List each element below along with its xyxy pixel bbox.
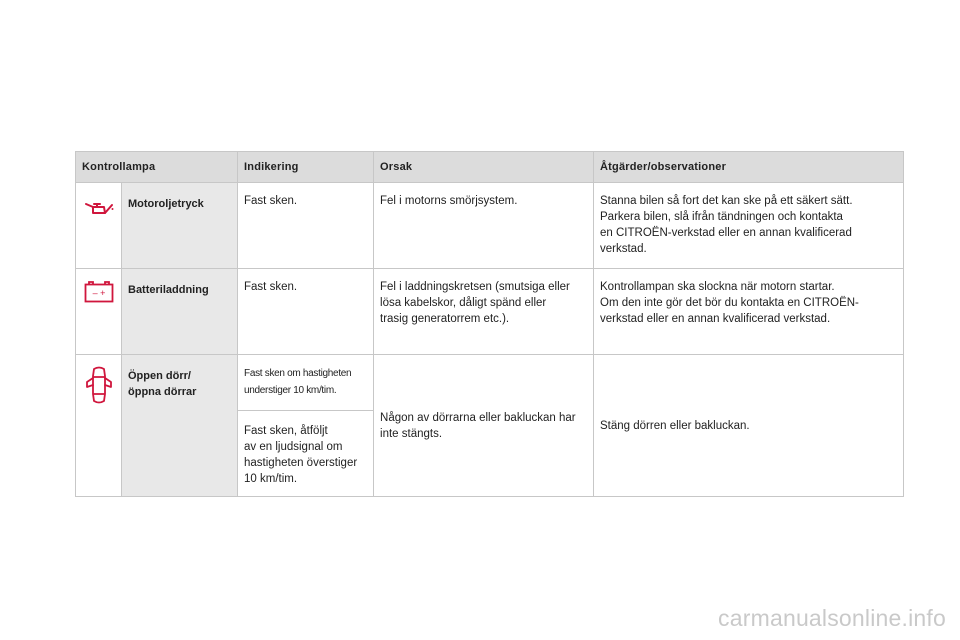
action-text: Stanna bilen så fort det kan ske på ett säkert sätt. Parkera bilen, slå ifrån tändningen och kontakta en CITROËN-verkstad eller en annan kvalificerad verkstad.	[594, 183, 904, 269]
icon-cell	[76, 269, 122, 355]
indication-text: Fast sken.	[238, 269, 374, 355]
indication-text: Fast sken.	[238, 183, 374, 269]
icon-cell	[76, 183, 122, 269]
table-row	[76, 355, 904, 411]
header-lamp: Kontrollampa	[76, 152, 238, 183]
cause-text: Någon av dörrarna eller bakluckan har inte stängts.	[374, 355, 594, 497]
action-text: Stäng dörren eller bakluckan.	[594, 355, 904, 497]
cause-text: Fel i motorns smörjsystem.	[374, 183, 594, 269]
cause-text: Fel i laddningskretsen (smutsiga eller lösa kabelskor, dåligt spänd eller trasig generatorrem etc.).	[374, 269, 594, 355]
open-door-icon	[85, 365, 113, 405]
battery-symbols: – +	[92, 288, 105, 298]
header-indication: Indikering	[238, 152, 374, 183]
lamp-name: Motoroljetryck	[122, 183, 238, 269]
lamp-name: Öppen dörr/ öppna dörrar	[122, 355, 238, 497]
oil-can-icon	[84, 198, 114, 218]
table-row	[76, 183, 904, 269]
header-cause: Orsak	[374, 152, 594, 183]
table-header-row	[76, 152, 904, 183]
warning-lamp-table	[75, 151, 904, 497]
indication-text: Fast sken om hastigheten understiger 10 km/tim.	[238, 355, 374, 411]
indication-text: Fast sken, åtföljt av en ljudsignal om hastigheten överstiger 10 km/tim.	[238, 411, 374, 497]
header-action: Åtgärder/observationer	[594, 152, 904, 183]
battery-icon	[84, 281, 114, 303]
lamp-name: Batteriladdning	[122, 269, 238, 355]
action-text: Kontrollampan ska slockna när motorn startar. Om den inte gör det bör du kontakta en CITROËN- verkstad eller en annan kvalificerad verkstad.	[594, 269, 904, 355]
icon-cell	[76, 355, 122, 497]
table-row	[76, 269, 904, 355]
watermark: carmanualsonline.info	[718, 605, 946, 631]
